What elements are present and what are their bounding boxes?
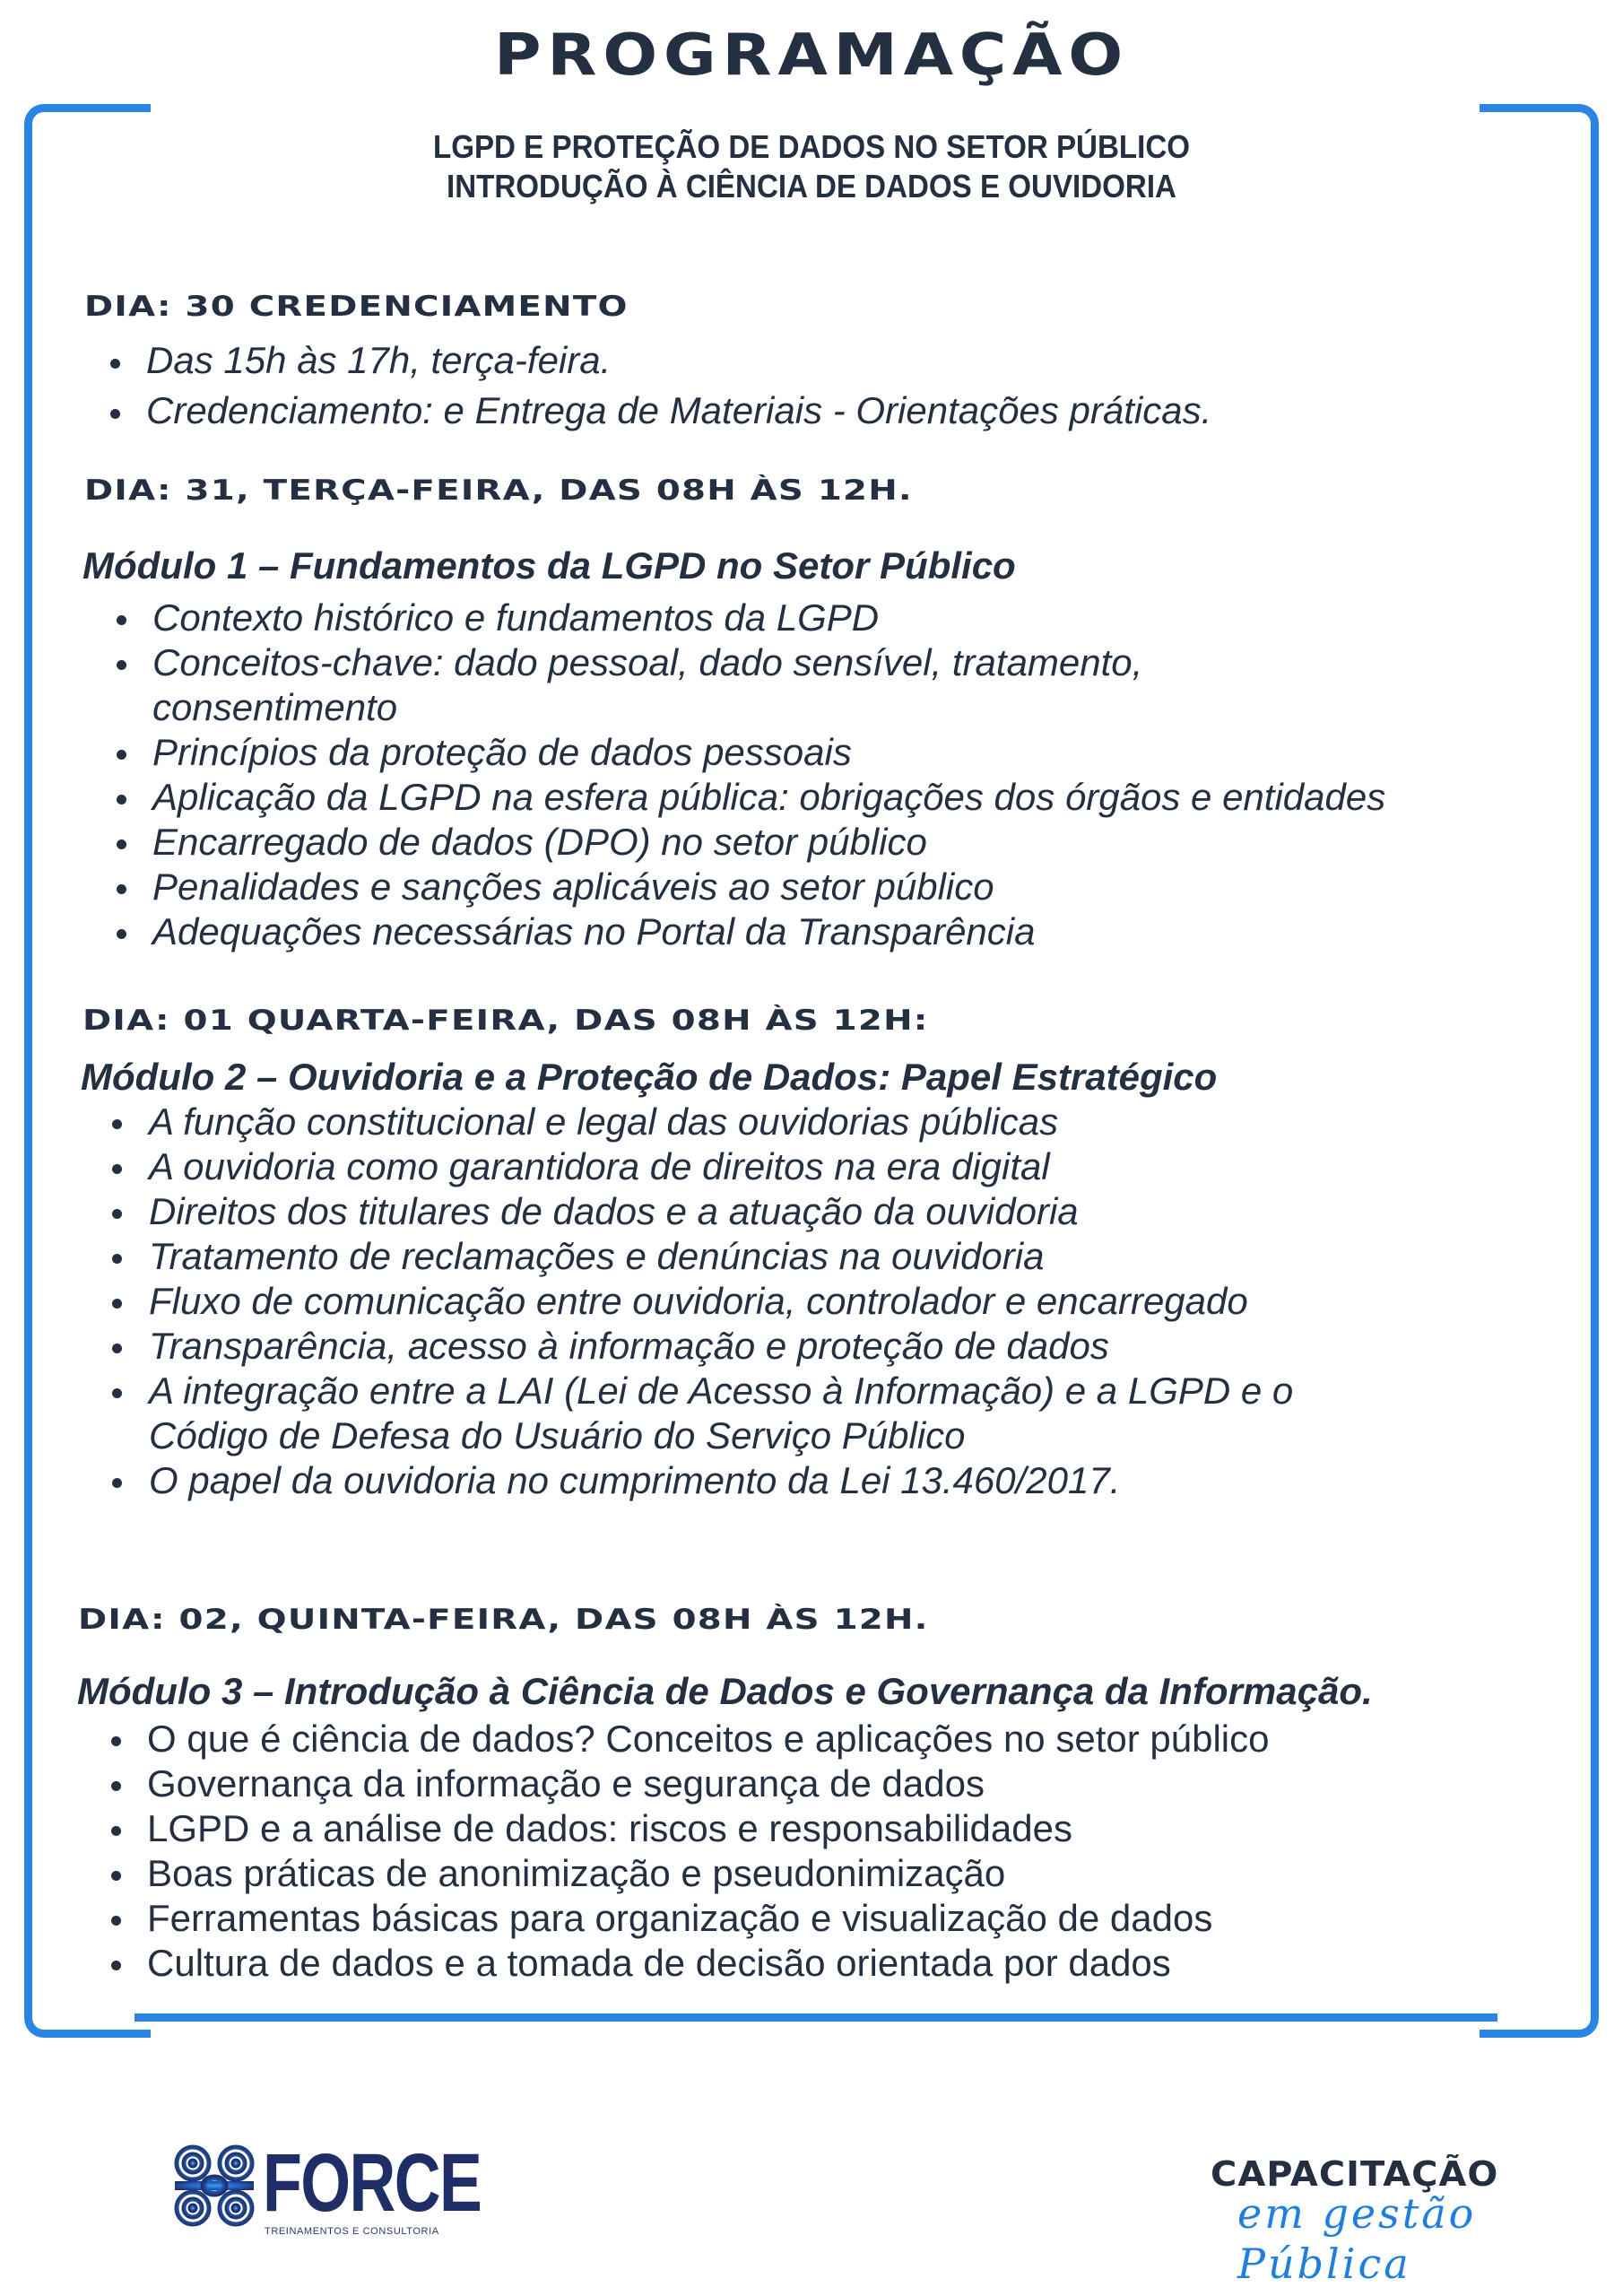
module-1-title: Módulo 1 – Fundamentos da LGPD no Setor Público bbox=[82, 544, 1016, 587]
list-item: Fluxo de comunicação entre ouvidoria, controlador e encarregado bbox=[149, 1280, 1248, 1322]
list-item: LGPD e a análise de dados: riscos e responsabilidades bbox=[147, 1807, 1072, 1849]
bullet-icon bbox=[117, 929, 126, 939]
list-item-continuation: Código de Defesa do Usuário do Serviço Público bbox=[149, 1414, 966, 1457]
bullet-icon bbox=[111, 1961, 121, 1970]
list-item: Adequações necessárias no Portal da Transparência bbox=[152, 910, 1036, 952]
bullet-icon bbox=[112, 1254, 122, 1264]
list-item: O que é ciência de dados? Conceitos e aplicações no setor público bbox=[147, 1718, 1270, 1760]
list-item: Governança da informação e segurança de dados bbox=[147, 1762, 985, 1805]
bullet-icon bbox=[117, 795, 126, 804]
bullet-icon bbox=[112, 1299, 122, 1309]
bullet-icon bbox=[110, 359, 120, 369]
list-item: Conceitos-chave: dado pessoal, dado sensível, tratamento, bbox=[152, 641, 1143, 683]
list-item: Cultura de dados e a tomada de decisão orientada por dados bbox=[147, 1942, 1171, 1984]
module-2-title: Módulo 2 – Ouvidoria e a Proteção de Dados: Papel Estratégico bbox=[81, 1056, 1218, 1098]
list-item: Direitos dos titulares de dados e a atuação da ouvidoria bbox=[149, 1190, 1079, 1232]
bullet-icon bbox=[117, 884, 126, 894]
force-logo-tagline: TREINAMENTOS E CONSULTORIA bbox=[265, 2226, 439, 2237]
list-item: Penalidades e sanções aplicáveis ao setor público bbox=[152, 865, 994, 908]
force-logo bbox=[173, 2137, 482, 2242]
list-item: Credenciamento: e Entrega de Materiais - Orientações práticas. bbox=[146, 389, 1212, 431]
bullet-icon bbox=[111, 1916, 121, 1926]
list-item: A função constitucional e legal das ouvidorias públicas bbox=[149, 1100, 1059, 1143]
bullet-icon bbox=[112, 1119, 122, 1129]
bullet-icon bbox=[111, 1826, 121, 1836]
list-item: Ferramentas básicas para organização e visualização de dados bbox=[147, 1897, 1213, 1939]
bullet-icon bbox=[112, 1344, 122, 1353]
capacitacao-script: em gestão Pública bbox=[1237, 2189, 1477, 2288]
list-item: Tratamento de reclamações e denúncias na ouvidoria bbox=[149, 1235, 1045, 1277]
list-item: Das 15h às 17h, terça-feira. bbox=[146, 339, 612, 381]
list-item: Princípios da proteção de dados pessoais bbox=[152, 731, 852, 773]
list-item: Encarregado de dados (DPO) no setor público bbox=[152, 821, 927, 863]
module-3-title: Módulo 3 – Introdução à Ciência de Dados e Governança da Informação. bbox=[77, 1670, 1373, 1712]
bullet-icon bbox=[111, 1736, 121, 1746]
bullet-icon bbox=[111, 1871, 121, 1881]
bullet-icon bbox=[112, 1209, 122, 1219]
force-logo-name: FORCE bbox=[263, 2137, 482, 2229]
spiral-emblem-icon bbox=[173, 2144, 256, 2228]
bullet-icon bbox=[112, 1388, 122, 1398]
capacitacao-title: CAPACITAÇÃO bbox=[1211, 2154, 1499, 2194]
bullet-icon bbox=[117, 660, 126, 670]
list-item: Transparência, acesso à informação e proteção de dados bbox=[149, 1325, 1109, 1367]
day-31-heading: DIA: 31, TERÇA-FEIRA, DAS 08H ÀS 12H. bbox=[84, 474, 913, 507]
subtitle-line-1: LGPD E PROTEÇÃO DE DADOS NO SETOR PÚBLICO bbox=[432, 128, 1191, 165]
list-item: A ouvidoria como garantidora de direitos na era digital bbox=[149, 1145, 1050, 1187]
frame-border-right bbox=[1480, 104, 1599, 2038]
day-30-heading: DIA: 30 CREDENCIAMENTO bbox=[84, 291, 629, 323]
list-item: O papel da ouvidoria no cumprimento da Lei 13.460/2017. bbox=[149, 1459, 1121, 1501]
bullet-icon bbox=[117, 839, 126, 849]
list-item: Contexto histórico e fundamentos da LGPD bbox=[152, 596, 880, 639]
bullet-icon bbox=[111, 1781, 121, 1791]
list-item: Boas práticas de anonimização e pseudonimização bbox=[147, 1852, 1006, 1894]
frame-border-bottom bbox=[135, 2013, 1497, 2022]
capacitacao-logo bbox=[1211, 2152, 1551, 2288]
bullet-icon bbox=[112, 1478, 122, 1488]
day-02-heading: DIA: 02, QUINTA-FEIRA, DAS 08H ÀS 12H. bbox=[78, 1604, 929, 1636]
list-item: Aplicação da LGPD na esfera pública: obrigações dos órgãos e entidades bbox=[152, 776, 1386, 818]
page-title: PROGRAMAÇÃO bbox=[494, 22, 1129, 89]
bullet-icon bbox=[112, 1164, 122, 1174]
list-item: A integração entre a LAI (Lei de Acesso à Informação) e a LGPD e o bbox=[149, 1370, 1294, 1412]
bullet-icon bbox=[110, 409, 120, 419]
subtitle-line-2: INTRODUÇÃO À CIÊNCIA DE DADOS E OUVIDORIA bbox=[447, 168, 1176, 204]
day-01-heading: DIA: 01 QUARTA-FEIRA, DAS 08H ÀS 12H: bbox=[82, 1004, 929, 1037]
list-item-continuation: consentimento bbox=[152, 686, 398, 728]
bullet-icon bbox=[117, 750, 126, 760]
bullet-icon bbox=[117, 615, 126, 625]
